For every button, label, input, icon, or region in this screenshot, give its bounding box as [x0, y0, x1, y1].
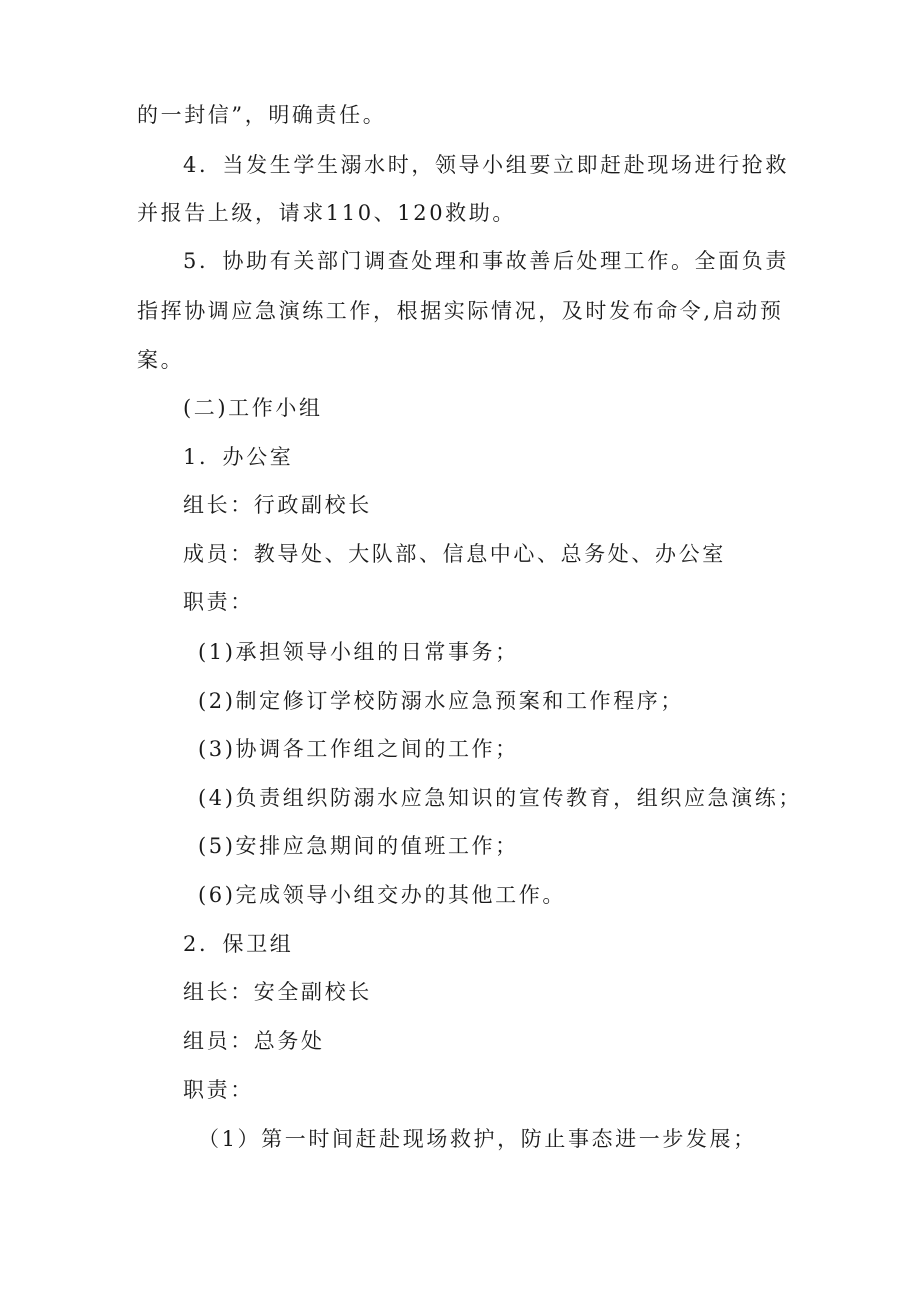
- paragraph-line: 组长：行政副校长: [183, 493, 372, 517]
- list-item: (5)安排应急期间的值班工作；: [198, 834, 519, 858]
- section-heading: (二)工作小组: [183, 396, 323, 420]
- paragraph-line: 组员：总务处: [183, 1029, 325, 1053]
- list-item: （1）第一时间赶赴现场救护，防止事态进一步发展；: [198, 1127, 757, 1151]
- list-item: (2)制定修订学校防溺水应急预案和工作程序；: [198, 689, 684, 713]
- list-item: (3)协调各工作组之间的工作；: [198, 737, 519, 761]
- paragraph-line: 成员：教导处、大队部、信息中心、总务处、办公室: [183, 542, 726, 566]
- paragraph-line: 5．协助有关部门调查处理和事故善后处理工作。全面负责: [183, 249, 789, 273]
- paragraph-line: 组长：安全副校长: [183, 980, 372, 1004]
- paragraph-line: 职责：: [183, 1078, 254, 1102]
- paragraph-line: 4．当发生学生溺水时，领导小组要立即赶赴现场进行抢救: [183, 153, 789, 177]
- list-item: (1)承担领导小组的日常事务；: [198, 640, 519, 664]
- list-item: (4)负责组织防溺水应急知识的宣传教育，组织应急演练；: [198, 786, 802, 810]
- paragraph-line: 职责：: [183, 590, 254, 614]
- paragraph-line: 指挥协调应急演练工作，根据实际情况，及时发布命令,启动预: [137, 299, 784, 323]
- paragraph-line: 的一封信”，明确责任。: [137, 103, 387, 127]
- paragraph-line: 案。: [137, 348, 185, 372]
- paragraph-line: 并报告上级，请求110、120救助。: [137, 201, 516, 225]
- subsection-heading: 1．办公室: [183, 445, 294, 469]
- list-item: (6)完成领导小组交办的其他工作。: [198, 883, 566, 907]
- subsection-heading: 2．保卫组: [183, 932, 294, 956]
